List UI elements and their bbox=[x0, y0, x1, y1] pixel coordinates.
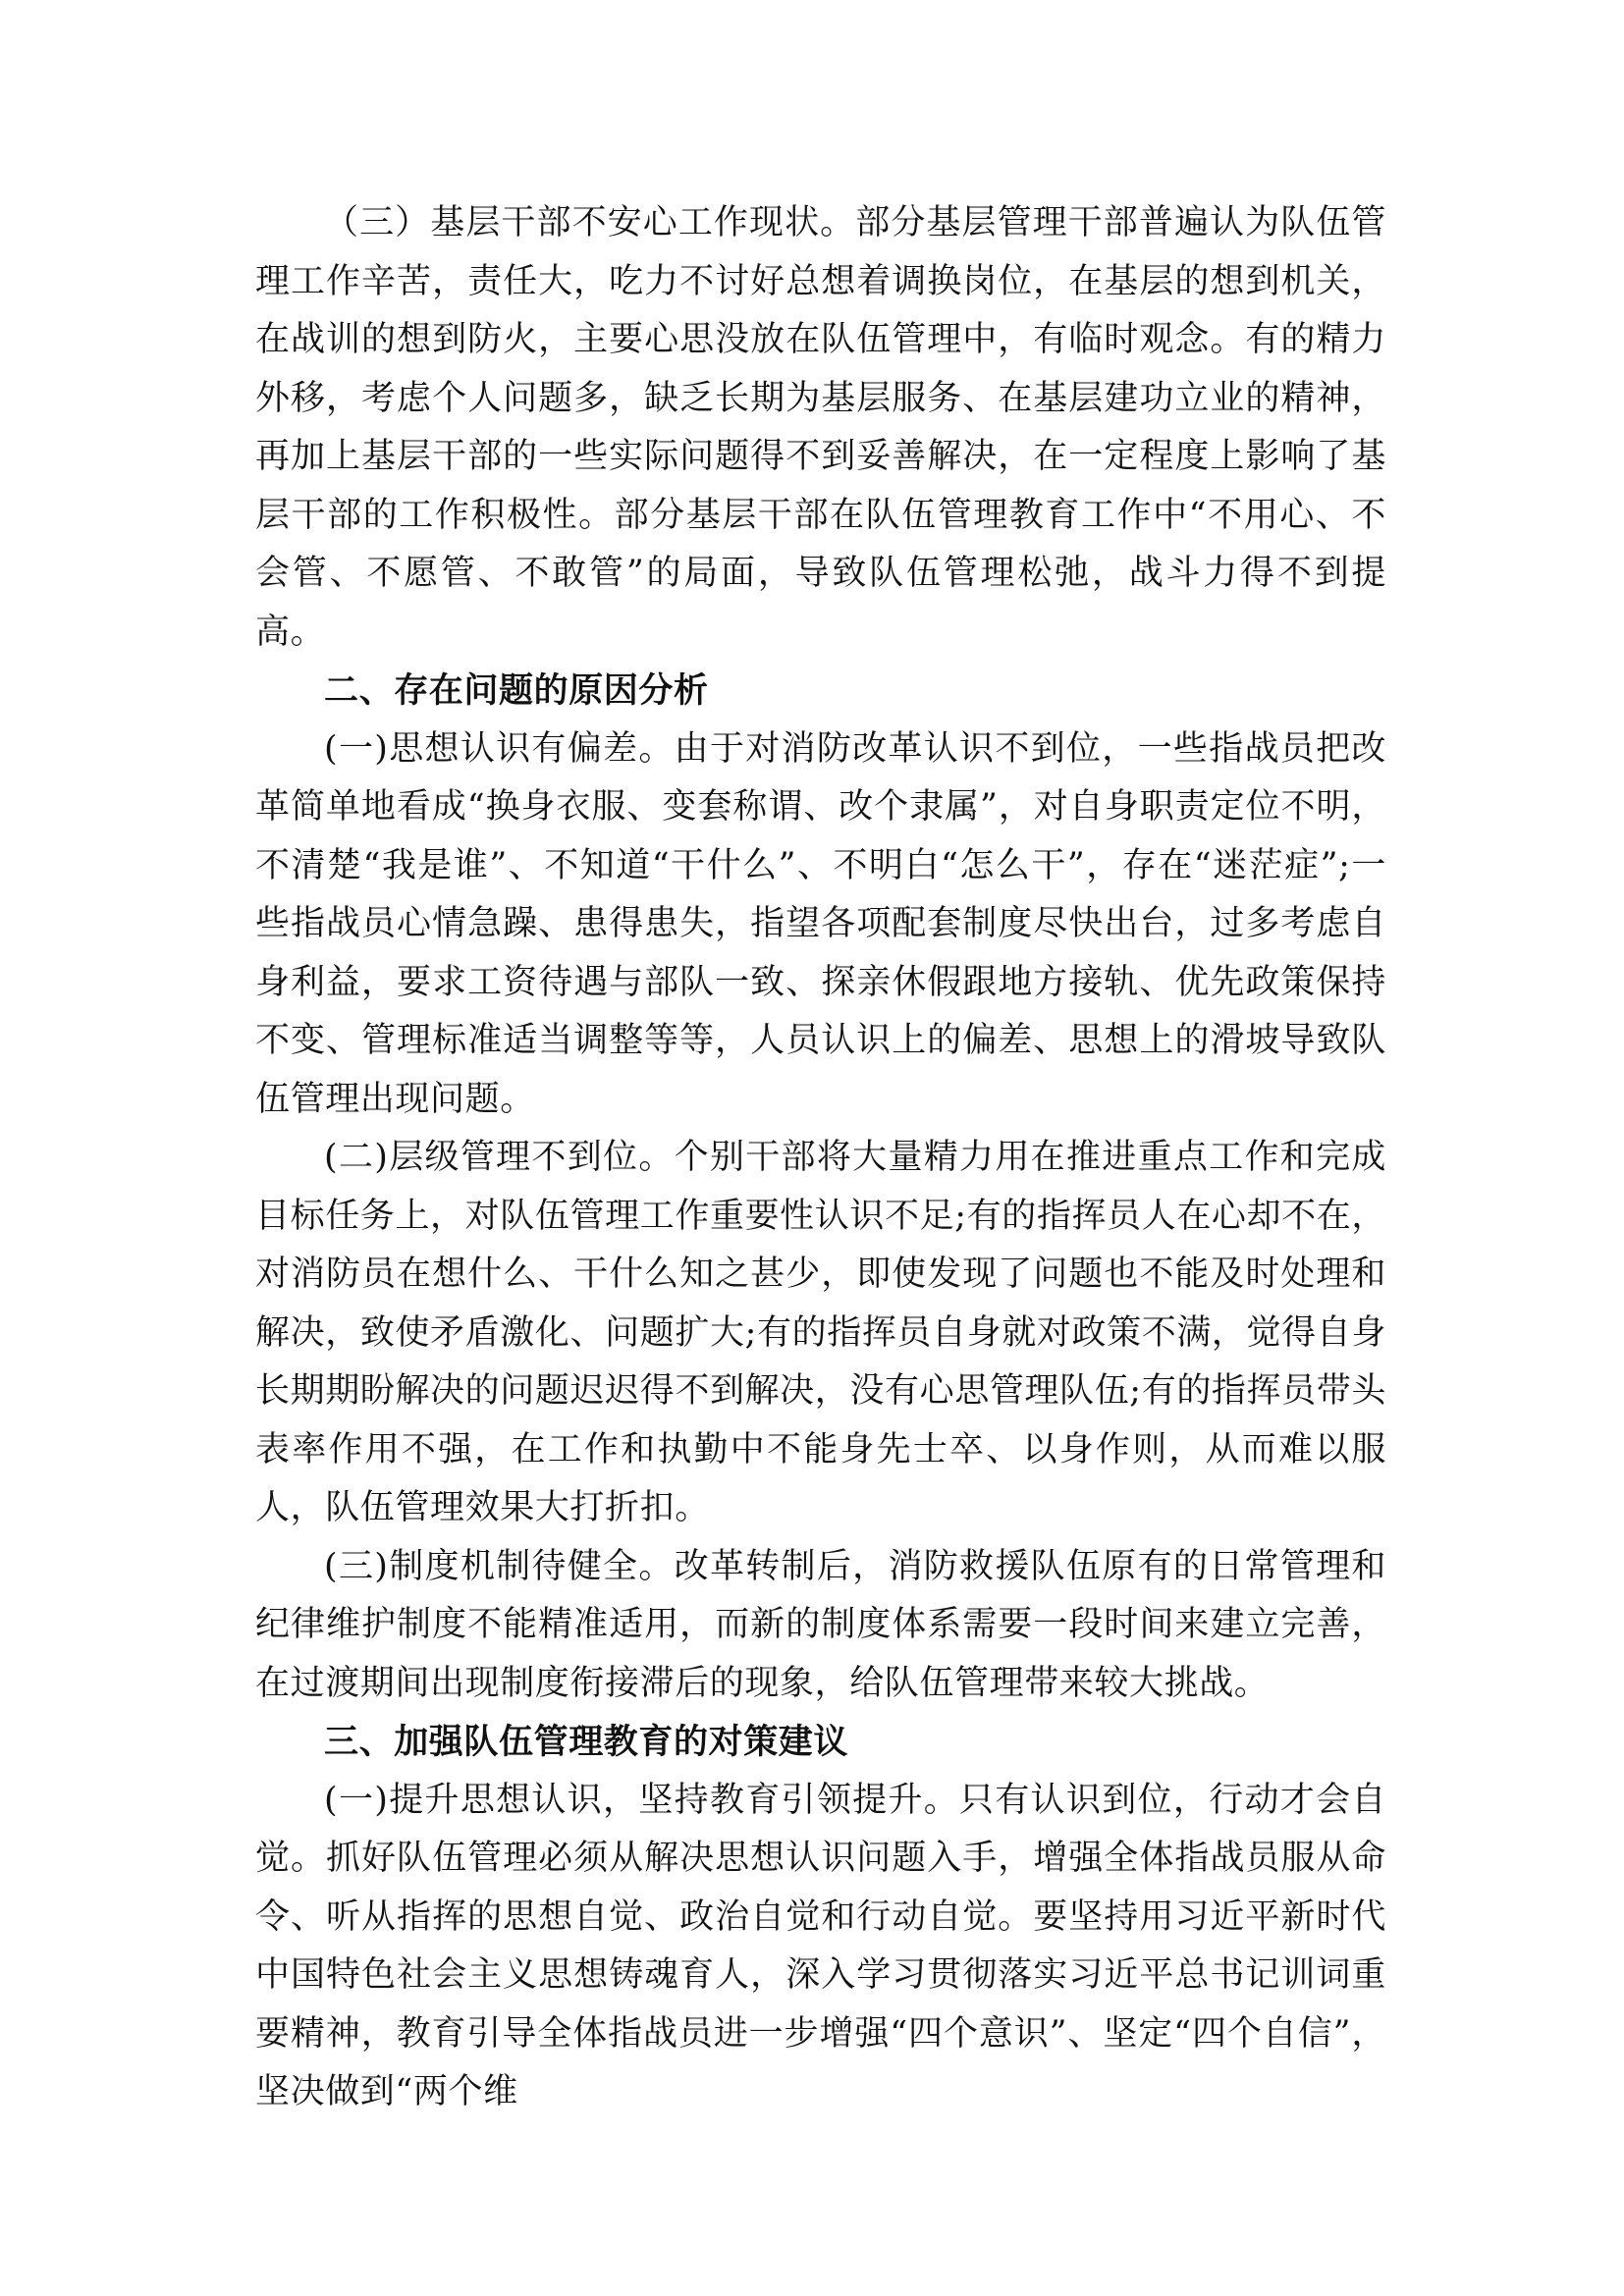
paragraph-grassroots-cadres: （三）基层干部不安心工作现状。部分基层管理干部普遍认为队伍管理工作辛苦，责任大，吃力不讨好总想着调换岗位，在基层的想到机关，在战训的想到防火，主要心思没放在队伍管理中，有临时观念。有的精力外移，考虑个人问题多，缺乏长期为基层服务、在基层建功立业的精神，再加上基层干部的一些实际问题得不到妥善解决，在一定程度上影响了基层干部的工作积极性。部分基层干部在队伍管理教育工作中“不用心、不会管、不愿管、不敢管”的局面，导致队伍管理松弛，战斗力得不到提高。 bbox=[255, 203, 1386, 652]
paragraph-hierarchical-management: (二)层级管理不到位。个别干部将大量精力用在推进重点工作和完成目标任务上，对队伍管理工作重要性认识不足;有的指挥员人在心却不在，对消防员在想什么、干什么知之甚少，即使发现了问题也不能及时处理和解决，致使矛盾激化、问题扩大;有的指挥员自身就对政策不满，觉得自身长期期盼解决的问题迟迟得不到解决，没有心思管理队伍;有的指挥员带头表率作用不强，在工作和执勤中不能身先士卒、以身作则，从而难以服人，队伍管理效果大打折扣。 bbox=[255, 1138, 1386, 1527]
document-body bbox=[255, 194, 1386, 2122]
paragraph-improve-awareness: (一)提升思想认识，坚持教育引领提升。只有认识到位，行动才会自觉。抓好队伍管理必须从解决思想认识问题入手，增强全体指战员服从命令、听从指挥的思想自觉、政治自觉和行动自觉。要坚持用习近平新时代中国特色社会主义思想铸魂育人，深入学习贯彻落实习近平总书记训词重要精神，教育引导全体指战员进一步增强“四个意识”、坚定“四个自信”，坚决做到“两个维 bbox=[255, 1780, 1386, 2111]
paragraph-ideological-bias: (一)思想认识有偏差。由于对消防改革认识不到位，一些指战员把改革简单地看成“换身衣服、变套称谓、改个隶属”，对自身职责定位不明，不清楚“我是谁”、不知道“干什么”、不明白“怎么干”，存在“迷茫症”;一些指战员心情急躁、患得患失，指望各项配套制度尽快出台，过多考虑自身利益，要求工资待遇与部队一致、探亲休假跟地方接轨、优先政策保持不变、管理标准适当调整等等，人员认识上的偏差、思想上的滑坡导致队伍管理出现问题。 bbox=[255, 728, 1386, 1119]
section-heading-countermeasures: 三、加强队伍管理教育的对策建议 bbox=[324, 1722, 849, 1762]
section-heading-cause-analysis: 二、存在问题的原因分析 bbox=[324, 670, 709, 711]
paragraph-system-mechanism: (三)制度机制待健全。改革转制后，消防救援队伍原有的日常管理和纪律维护制度不能精准适用，而新的制度体系需要一段时间来建立完善，在过渡期间出现制度衔接滞后的现象，给队伍管理带来较大挑战。 bbox=[255, 1546, 1386, 1703]
